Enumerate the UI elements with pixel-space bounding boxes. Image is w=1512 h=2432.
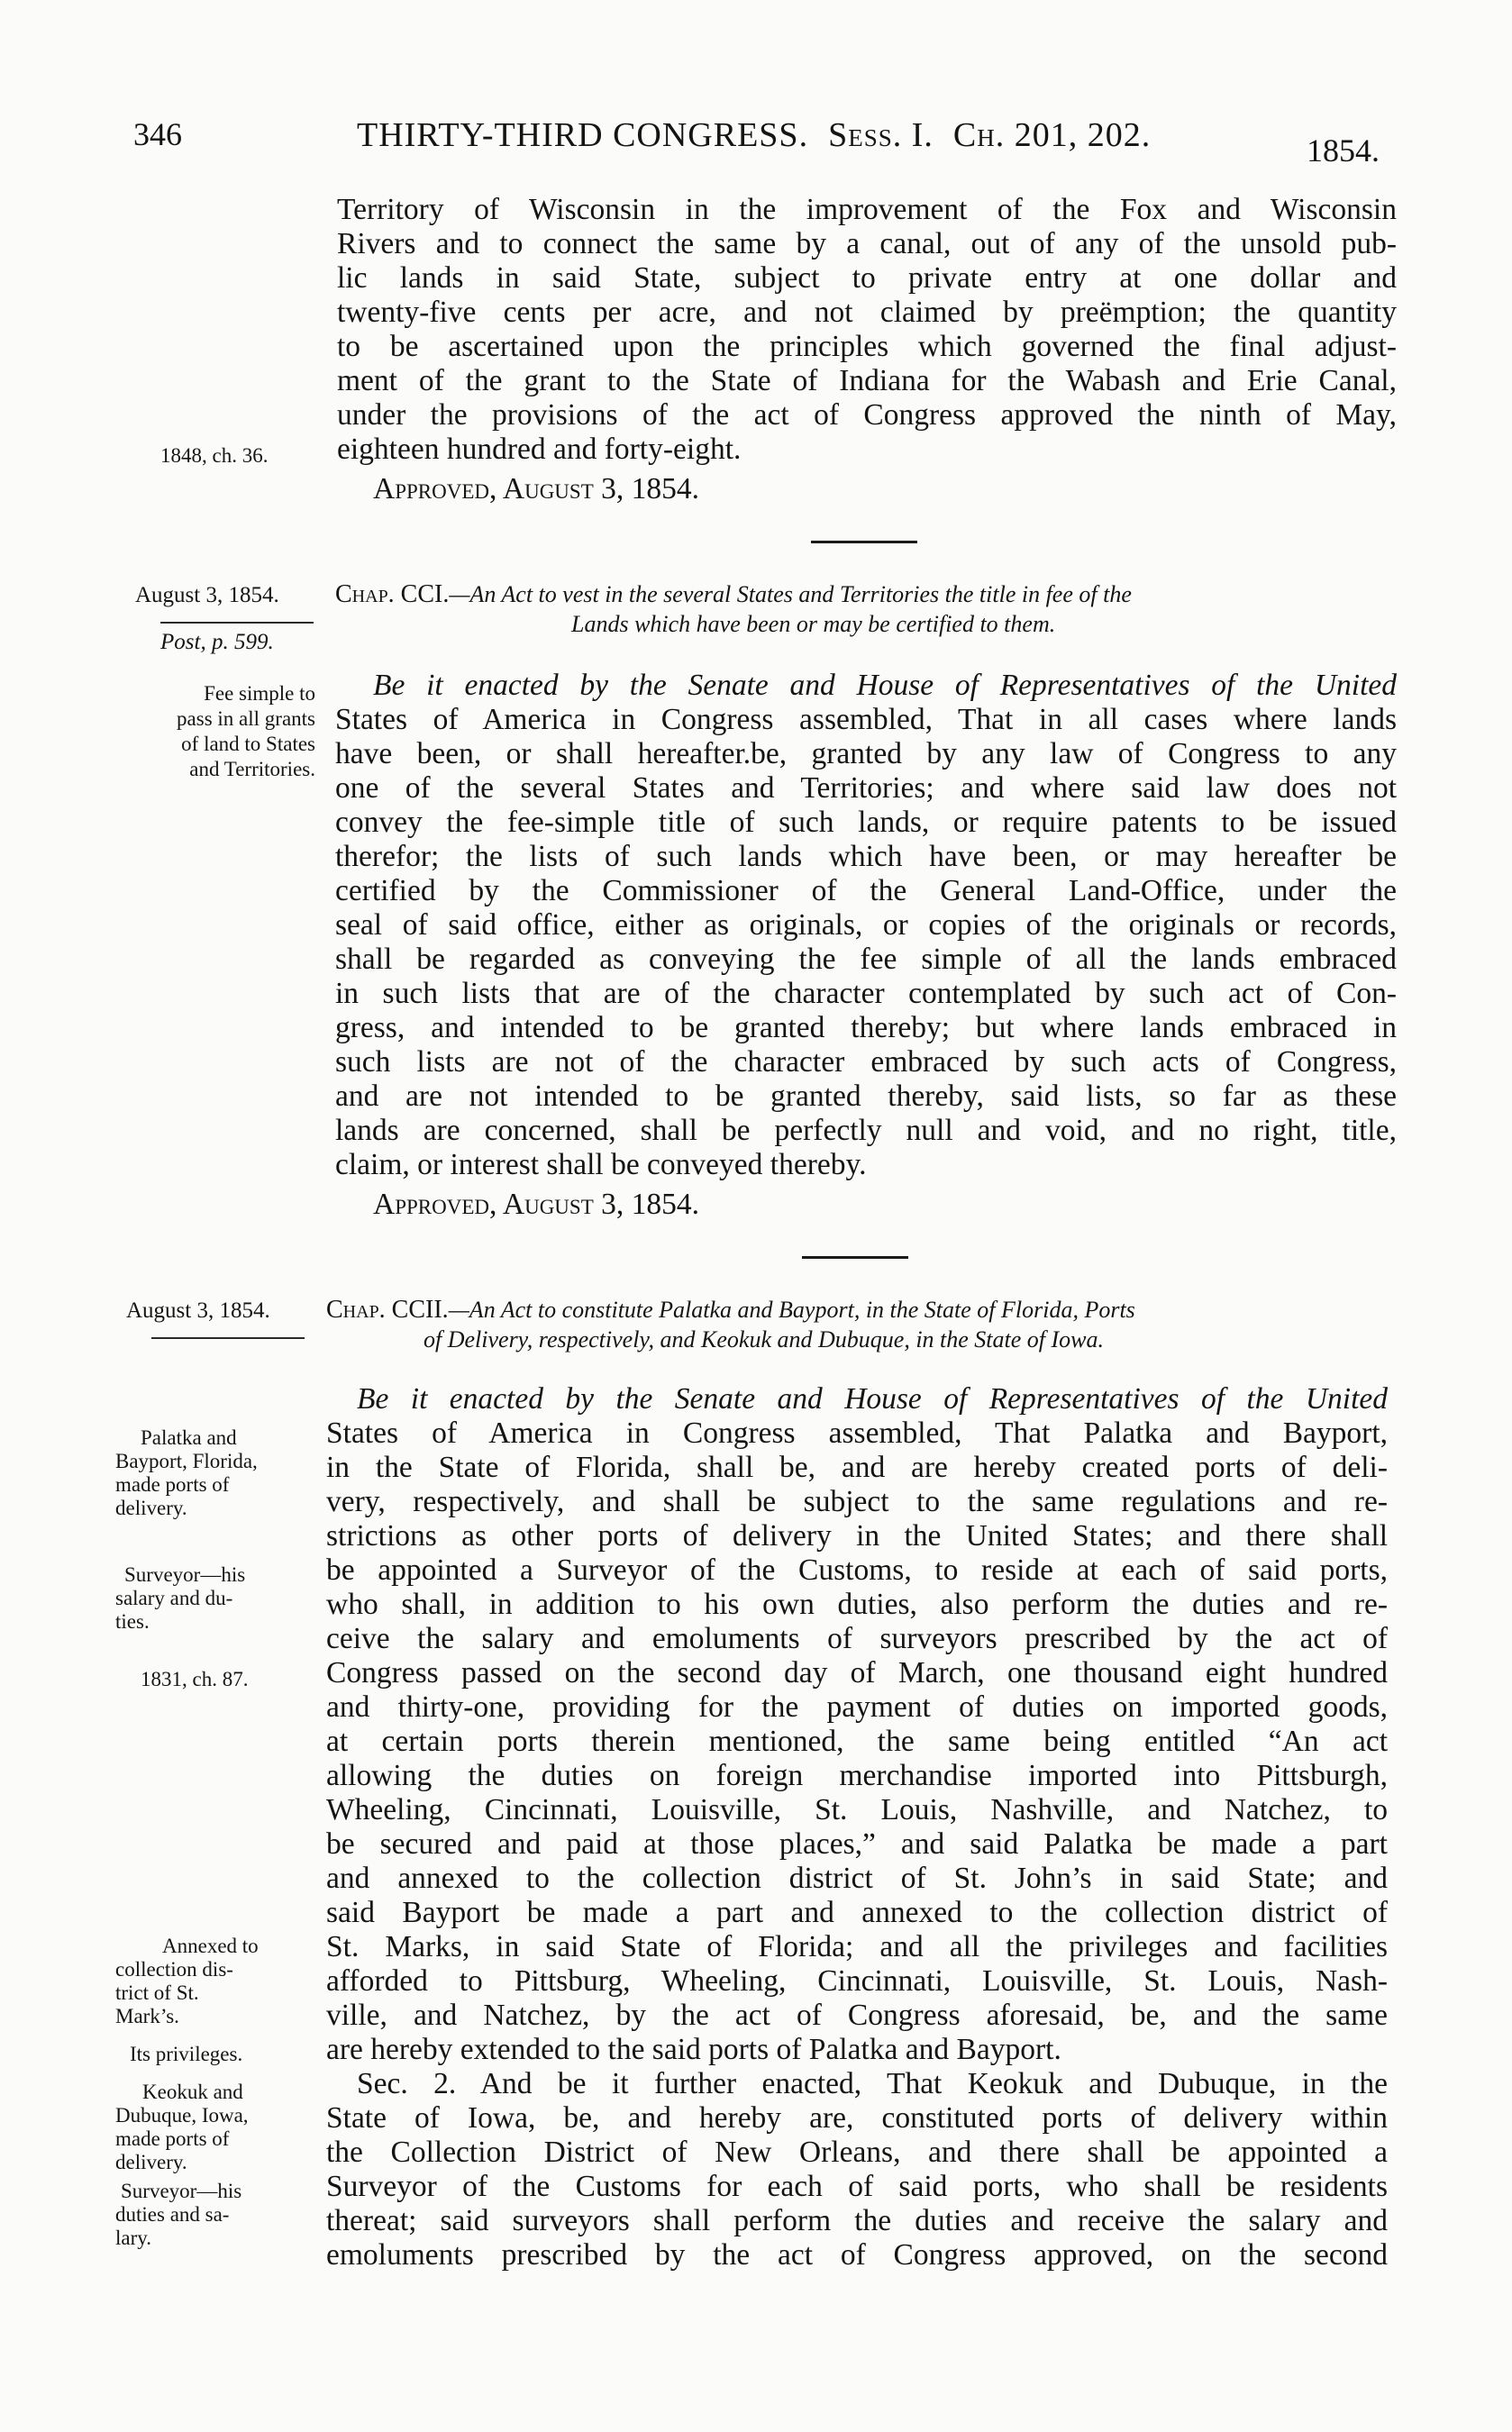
enacting-clause: Be it enacted by the Senate and House of Representatives of the United xyxy=(373,669,1397,702)
text-line: one of the several States and Territories; and where said law does not xyxy=(335,771,1397,805)
margin-note: Palatka and xyxy=(141,1426,237,1449)
margin-note-act-ref: 1848, ch. 36. xyxy=(160,444,269,467)
text-line: the Collection District of New Orleans, and there shall be appointed a xyxy=(326,2136,1388,2169)
margin-note: delivery. xyxy=(115,1497,187,1519)
text-line: at certain ports therein mentioned, the same being entitled “An act xyxy=(326,1725,1388,1758)
text-line: ment of the grant to the State of Indiana for the Wabash and Erie Canal, xyxy=(337,364,1397,397)
chapters-label: Ch. 201, 202. xyxy=(952,116,1152,154)
text-line: Wheeling, Cincinnati, Louisville, St. Louis, Nashville, and Natchez, to xyxy=(326,1793,1388,1826)
margin-note: collection dis- xyxy=(115,1958,233,1981)
margin-note: Dubuque, Iowa, xyxy=(115,2104,249,2127)
cross-reference: Post, p. 599. xyxy=(160,630,274,654)
page-number: 346 xyxy=(133,116,182,152)
margin-note-act-ref: 1831, ch. 87. xyxy=(141,1668,249,1690)
text-line: Territory of Wisconsin in the improvement of the Fox and Wisconsin xyxy=(337,193,1397,226)
text-line: Surveyor of the Customs for each of said ports, who shall be residents xyxy=(326,2170,1388,2203)
text-line: convey the fee-simple title of such lands, or require patents to be issued xyxy=(335,806,1397,839)
text-line: have been, or shall hereafter.be, granted by any law of Congress to any xyxy=(335,737,1397,770)
chapter-date: August 3, 1854. xyxy=(135,583,279,607)
approved-line: Approved, August 3, 1854. xyxy=(373,1188,700,1221)
text-line: very, respectively, and shall be subject to the same regulations and re- xyxy=(326,1485,1388,1518)
text-line: therefor; the lists of such lands which have been, or may hereafter be xyxy=(335,840,1397,873)
text-line: lic lands in said State, subject to private entry at one dollar and xyxy=(337,261,1397,295)
text-line: and thirty-one, providing for the payment of duties on imported goods, xyxy=(326,1690,1388,1724)
margin-note: ties. xyxy=(115,1610,150,1633)
margin-note: salary and du- xyxy=(115,1587,233,1609)
text-line: are hereby extended to the said ports of Palatka and Bayport. xyxy=(326,2033,1061,2066)
text-line: States of America in Congress assembled, That Palatka and Bayport, xyxy=(326,1416,1388,1450)
text-line: St. Marks, in said State of Florida; and all the privileges and facilities xyxy=(326,1930,1388,1963)
running-head xyxy=(357,115,1151,155)
text-line: such lists are not of the character embraced by such acts of Congress, xyxy=(335,1045,1397,1079)
session-label: Sess. I. xyxy=(828,116,934,154)
text-line: in such lists that are of the character contemplated by such act of Con- xyxy=(335,977,1397,1010)
margin-note: Mark’s. xyxy=(115,2005,179,2027)
chapter-heading xyxy=(335,582,1132,607)
text-line: ville, and Natchez, by the act of Congress aforesaid, be, and the same xyxy=(326,1999,1388,2032)
congress-title: THIRTY-THIRD CONGRESS. xyxy=(357,116,809,154)
text-line: and annexed to the collection district of St. John’s in said State; and xyxy=(326,1862,1388,1895)
chapter-date: August 3, 1854. xyxy=(126,1298,270,1323)
text-line: allowing the duties on foreign merchandise imported into Pittsburgh, xyxy=(326,1759,1388,1792)
text-line: in the State of Florida, shall be, and are hereby created ports of deli- xyxy=(326,1451,1388,1484)
chapter-label: Chap. CCI. xyxy=(335,580,450,608)
margin-note: trict of St. xyxy=(115,1981,199,2004)
chapter-title-line-1: —An Act to constitute Palatka and Bayport, in the State of Florida, Ports xyxy=(448,1297,1135,1323)
text-line: States of America in Congress assembled, That in all cases where lands xyxy=(335,703,1397,736)
text-line: thereat; said surveyors shall perform the duties and receive the salary and xyxy=(326,2204,1388,2237)
margin-note: Surveyor—his xyxy=(121,2180,242,2202)
chapter-title-line-1: —An Act to vest in the several States and Territories the title in fee of the xyxy=(449,581,1132,607)
margin-note: Bayport, Florida, xyxy=(115,1450,258,1472)
text-line: Congress passed on the second day of March, one thousand eight hundred xyxy=(326,1656,1388,1690)
margin-note: of land to States xyxy=(181,733,315,755)
margin-note: made ports of xyxy=(115,1473,230,1496)
text-line: emoluments prescribed by the act of Congress approved, on the second xyxy=(326,2238,1388,2272)
text-line: said Bayport be made a part and annexed to the collection district of xyxy=(326,1896,1388,1929)
text-line: twenty-five cents per acre, and not claimed by preëmption; the quantity xyxy=(337,296,1397,329)
text-line: lands are concerned, shall be perfectly null and void, and no right, title, xyxy=(335,1114,1397,1147)
text-line: be appointed a Surveyor of the Customs, to reside at each of said ports, xyxy=(326,1553,1388,1587)
section-divider xyxy=(811,541,917,543)
text-line: and are not intended to be granted thereby, said lists, so far as these xyxy=(335,1079,1397,1113)
margin-note: Its privileges. xyxy=(130,2043,243,2065)
text-line: shall be regarded as conveying the fee simple of all the lands embraced xyxy=(335,943,1397,976)
text-line: under the provisions of the act of Congress approved the ninth of May, xyxy=(337,398,1397,432)
text-line: State of Iowa, be, and hereby are, constituted ports of delivery within xyxy=(326,2101,1388,2135)
margin-note: made ports of xyxy=(115,2127,230,2150)
chapter-title-line-2: of Delivery, respectively, and Keokuk and Dubuque, in the State of Iowa. xyxy=(424,1326,1105,1353)
margin-note: pass in all grants xyxy=(177,707,315,730)
approved-line: Approved, August 3, 1854. xyxy=(373,472,700,506)
text-line: eighteen hundred and forty-eight. xyxy=(337,433,742,466)
margin-note: duties and sa- xyxy=(115,2203,230,2226)
margin-note: Surveyor—his xyxy=(124,1563,246,1586)
chapter-heading xyxy=(326,1298,1135,1323)
text-line: to be ascertained upon the principles which governed the final adjust- xyxy=(337,330,1397,363)
text-line: Rivers and to connect the same by a canal, out of any of the unsold pub- xyxy=(337,227,1397,260)
date-rule xyxy=(160,622,314,624)
text-line: afforded to Pittsburg, Wheeling, Cincinnati, Louisville, St. Louis, Nash- xyxy=(326,1964,1388,1998)
margin-note: Annexed to xyxy=(162,1935,259,1957)
text-line: be secured and paid at those places,” and said Palatka be made a part xyxy=(326,1827,1388,1861)
running-year: 1854. xyxy=(1307,132,1380,169)
margin-note: Fee simple to xyxy=(204,682,315,705)
margin-note: lary. xyxy=(115,2227,152,2249)
margin-note: delivery. xyxy=(115,2151,187,2173)
chapter-title-line-2: Lands which have been or may be certified to them. xyxy=(571,611,1056,637)
date-rule xyxy=(151,1337,305,1339)
chapter-label: Chap. CCII. xyxy=(326,1296,449,1324)
text-line: strictions as other ports of delivery in the United States; and there shall xyxy=(326,1519,1388,1553)
text-line: claim, or interest shall be conveyed thereby. xyxy=(335,1148,867,1181)
section-2-start: Sec. 2. And be it further enacted, That Keokuk and Dubuque, in the xyxy=(357,2067,1388,2100)
margin-note: and Territories. xyxy=(189,758,315,780)
text-line: seal of said office, either as originals, or copies of the originals or records, xyxy=(335,908,1397,942)
text-line: certified by the Commissioner of the General Land-Office, under the xyxy=(335,874,1397,907)
margin-note: Keokuk and xyxy=(142,2081,243,2103)
text-line: ceive the salary and emoluments of surveyors prescribed by the act of xyxy=(326,1622,1388,1655)
text-line: gress, and intended to be granted thereby; but where lands embraced in xyxy=(335,1011,1397,1044)
text-line: who shall, in addition to his own duties, also perform the duties and re- xyxy=(326,1588,1388,1621)
section-divider xyxy=(802,1256,908,1259)
enacting-clause: Be it enacted by the Senate and House of Representatives of the United xyxy=(357,1382,1388,1416)
